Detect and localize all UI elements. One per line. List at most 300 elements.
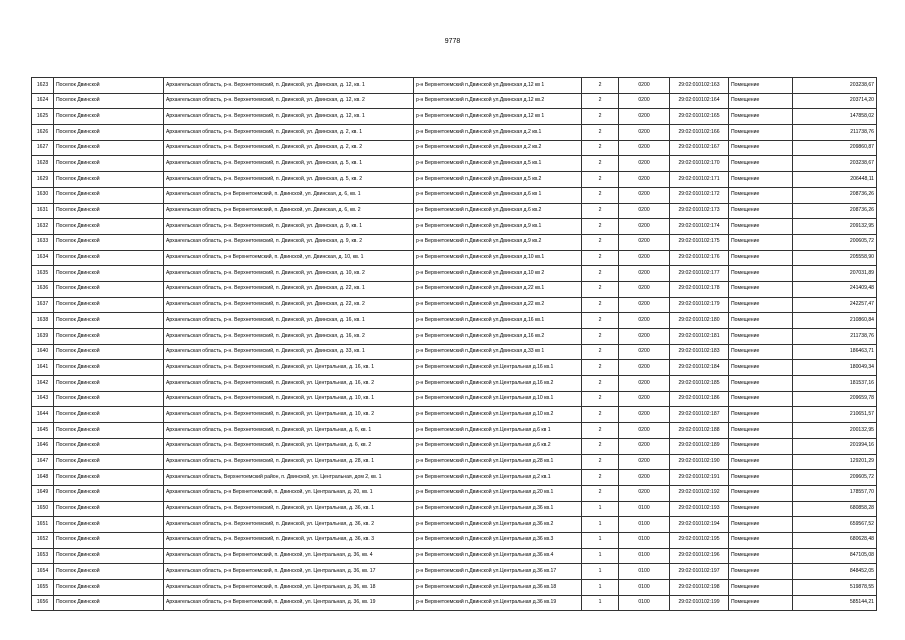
row-number-cell: 1646: [32, 438, 54, 454]
full-address-cell: Архангельская область, р-н. Верхнетоемский, п. Двинской, ул. Двинская, д. 16, кв. 2: [164, 329, 414, 345]
object-type-cell: Помещение: [729, 313, 793, 329]
code-cell: 0200: [619, 454, 670, 470]
settlement-cell: Поселок Двинской: [54, 329, 164, 345]
short-address-cell: р-н Верхнетоемский п.Двинской ул.Центральная д.36 кв.19: [414, 595, 582, 611]
count-cell: 2: [582, 140, 619, 156]
count-cell: 2: [582, 329, 619, 345]
table-row: [32, 93, 877, 109]
object-type-cell: Помещение: [729, 454, 793, 470]
settlement-cell: Поселок Двинской: [54, 172, 164, 188]
table-row: [32, 376, 877, 392]
object-type-cell: Помещение: [729, 470, 793, 486]
table-row: [32, 109, 877, 125]
count-cell: 2: [582, 485, 619, 501]
value-cell: 848452,05: [793, 564, 877, 580]
count-cell: 2: [582, 423, 619, 439]
object-type-cell: Помещение: [729, 438, 793, 454]
code-cell: 0200: [619, 297, 670, 313]
table-row: [32, 423, 877, 439]
settlement-cell: Поселок Двинской: [54, 250, 164, 266]
row-number-cell: 1651: [32, 517, 54, 533]
cadastral-number-cell: 29:02:010102:165: [670, 109, 729, 125]
row-number-cell: 1625: [32, 109, 54, 125]
count-cell: 2: [582, 297, 619, 313]
short-address-cell: р-н Верхнетоемский п.Двинской ул.Двинская д.12 кв.2: [414, 93, 582, 109]
table-row: [32, 517, 877, 533]
cadastral-number-cell: 29:02:010102:172: [670, 187, 729, 203]
value-cell: 205558,90: [793, 250, 877, 266]
row-number-cell: 1635: [32, 266, 54, 282]
value-cell: 680858,28: [793, 501, 877, 517]
short-address-cell: р-н Верхнетоемский п.Двинской ул.Центральная д.16 кв.2: [414, 376, 582, 392]
code-cell: 0200: [619, 125, 670, 141]
value-cell: 242257,47: [793, 297, 877, 313]
count-cell: 1: [582, 501, 619, 517]
full-address-cell: Архангельская область, р-н. Верхнетоемский, п. Двинской, ул. Двинская, д. 10, кв. 2: [164, 266, 414, 282]
row-number-cell: 1642: [32, 376, 54, 392]
value-cell: 208736,26: [793, 187, 877, 203]
table-row: [32, 125, 877, 141]
cadastral-number-cell: 29:02:010102:189: [670, 438, 729, 454]
cadastral-number-cell: 29:02:010102:198: [670, 580, 729, 596]
row-number-cell: 1644: [32, 407, 54, 423]
short-address-cell: р-н Верхнетоемский п.Двинской ул.Центральная д.2 кв.1: [414, 470, 582, 486]
table-row: [32, 297, 877, 313]
full-address-cell: Архангельская область, р-н Верхнетоемский, п. Двинской, ул. Центральная, д. 20, кв. 1: [164, 485, 414, 501]
row-number-cell: 1626: [32, 125, 54, 141]
full-address-cell: Архангельская область, р-н. Верхнетоемский, п. Двинской, ул. Центральная, д. 16, кв. 1: [164, 360, 414, 376]
short-address-cell: р-н Верхнетоемский п.Двинской ул.Двинская д.6 кв 1: [414, 187, 582, 203]
value-cell: 210860,84: [793, 313, 877, 329]
full-address-cell: Архангельская область, р-н. Верхнетоемский, п. Двинской, ул. Центральная, д. 10, кв. 2: [164, 407, 414, 423]
code-cell: 0200: [619, 219, 670, 235]
row-number-cell: 1628: [32, 156, 54, 172]
settlement-cell: Поселок Двинской: [54, 78, 164, 94]
table-row: [32, 266, 877, 282]
cadastral-number-cell: 29:02:010102:190: [670, 454, 729, 470]
row-number-cell: 1638: [32, 313, 54, 329]
object-type-cell: Помещение: [729, 140, 793, 156]
table-row: [32, 140, 877, 156]
short-address-cell: р-н Верхнетоемский п.Двинской ул.Двинская д.10 кв.1: [414, 250, 582, 266]
settlement-cell: Поселок Двинской: [54, 470, 164, 486]
row-number-cell: 1629: [32, 172, 54, 188]
full-address-cell: Архангельская область, р-н. Верхнетоемский, п. Двинской, ул. Центральная, д. 36, кв. 3: [164, 532, 414, 548]
value-cell: 210651,57: [793, 407, 877, 423]
short-address-cell: р-н Верхнетоемский п.Двинской ул.Центральная д.36 кв.2: [414, 517, 582, 533]
code-cell: 0200: [619, 203, 670, 219]
count-cell: 2: [582, 250, 619, 266]
settlement-cell: Поселок Двинской: [54, 376, 164, 392]
settlement-cell: Поселок Двинской: [54, 344, 164, 360]
object-type-cell: Помещение: [729, 329, 793, 345]
settlement-cell: Поселок Двинской: [54, 564, 164, 580]
property-registry-table: [31, 77, 877, 611]
code-cell: 0200: [619, 78, 670, 94]
cadastral-number-cell: 29:02:010102:178: [670, 281, 729, 297]
cadastral-number-cell: 29:02:010102:197: [670, 564, 729, 580]
object-type-cell: Помещение: [729, 344, 793, 360]
count-cell: 2: [582, 454, 619, 470]
count-cell: 2: [582, 360, 619, 376]
code-cell: 0200: [619, 360, 670, 376]
value-cell: 186463,71: [793, 344, 877, 360]
settlement-cell: Поселок Двинской: [54, 501, 164, 517]
cadastral-number-cell: 29:02:010102:199: [670, 595, 729, 611]
row-number-cell: 1654: [32, 564, 54, 580]
code-cell: 0100: [619, 532, 670, 548]
value-cell: 201994,16: [793, 438, 877, 454]
cadastral-number-cell: 29:02:010102:166: [670, 125, 729, 141]
object-type-cell: Помещение: [729, 203, 793, 219]
settlement-cell: Поселок Двинской: [54, 203, 164, 219]
value-cell: 208736,26: [793, 203, 877, 219]
settlement-cell: Поселок Двинской: [54, 281, 164, 297]
full-address-cell: Архангельская область, р-н. Верхнетоемский, п. Двинской, ул. Двинская, д. 33, кв. 1: [164, 344, 414, 360]
object-type-cell: Помещение: [729, 78, 793, 94]
cadastral-number-cell: 29:02:010102:185: [670, 376, 729, 392]
row-number-cell: 1655: [32, 580, 54, 596]
short-address-cell: р-н Верхнетоемский п.Двинской ул.Центральная д.20 кв.1: [414, 485, 582, 501]
cadastral-number-cell: 29:02:010102:183: [670, 344, 729, 360]
full-address-cell: Архангельская область, р-н. Верхнетоемский, п. Двинской, ул. Двинская, д. 5, кв. 2: [164, 172, 414, 188]
object-type-cell: Помещение: [729, 281, 793, 297]
cadastral-number-cell: 29:02:010102:187: [670, 407, 729, 423]
short-address-cell: р-н Верхнетоемский п.Двинской ул.Двинская д.22 кв.2: [414, 297, 582, 313]
value-cell: 585144,21: [793, 595, 877, 611]
cadastral-number-cell: 29:02:010102:164: [670, 93, 729, 109]
object-type-cell: Помещение: [729, 376, 793, 392]
short-address-cell: р-н Верхнетоемский п.Двинской ул.Двинская д.16 кв.1: [414, 313, 582, 329]
value-cell: 203714,20: [793, 93, 877, 109]
code-cell: 0200: [619, 376, 670, 392]
short-address-cell: р-н Верхнетоемский п.Двинской ул.Центральная д.36 кв.3: [414, 532, 582, 548]
settlement-cell: Поселок Двинской: [54, 266, 164, 282]
value-cell: 659567,52: [793, 517, 877, 533]
short-address-cell: р-н Верхнетоемский п.Двинской ул.Центральная д.36 кв.18: [414, 580, 582, 596]
object-type-cell: Помещение: [729, 407, 793, 423]
full-address-cell: Архангельская область, р-н. Верхнетоемский, п. Двинской, ул. Центральная, д. 28, кв. 1: [164, 454, 414, 470]
cadastral-number-cell: 29:02:010102:196: [670, 548, 729, 564]
short-address-cell: р-н Верхнетоемский п.Двинской ул.Двинская д.16 кв.2: [414, 329, 582, 345]
cadastral-number-cell: 29:02:010102:191: [670, 470, 729, 486]
object-type-cell: Помещение: [729, 297, 793, 313]
full-address-cell: Архангельская область, р-н. Верхнетоемский, п. Двинской, ул. Центральная, д. 10, кв. 1: [164, 391, 414, 407]
table-row: [32, 313, 877, 329]
row-number-cell: 1631: [32, 203, 54, 219]
value-cell: 203238,67: [793, 156, 877, 172]
count-cell: 1: [582, 548, 619, 564]
settlement-cell: Поселок Двинской: [54, 595, 164, 611]
count-cell: 1: [582, 517, 619, 533]
count-cell: 2: [582, 438, 619, 454]
row-number-cell: 1639: [32, 329, 54, 345]
full-address-cell: Архангельская область, р-н Верхнетоемский, п. Двинской, ул. Центральная, д. 36, кв. 4: [164, 548, 414, 564]
full-address-cell: Архангельская область, р-н. Верхнетоемский, п. Двинской, ул. Двинская, д. 12, кв. 1: [164, 109, 414, 125]
full-address-cell: Архангельская область, р-н. Верхнетоемский, п. Двинской, ул. Двинская, д. 12, кв. 2: [164, 93, 414, 109]
row-number-cell: 1647: [32, 454, 54, 470]
table-row: [32, 595, 877, 611]
settlement-cell: Поселок Двинской: [54, 140, 164, 156]
settlement-cell: Поселок Двинской: [54, 187, 164, 203]
short-address-cell: р-н Верхнетоемский п.Двинской ул.Двинская д.5 кв.2: [414, 172, 582, 188]
code-cell: 0100: [619, 548, 670, 564]
object-type-cell: Помещение: [729, 93, 793, 109]
code-cell: 0200: [619, 234, 670, 250]
row-number-cell: 1633: [32, 234, 54, 250]
object-type-cell: Помещение: [729, 517, 793, 533]
full-address-cell: Архангельская область, р-н Верхнетоемский, п. Двинской, ул. Центральная, д. 36, кв. 18: [164, 580, 414, 596]
count-cell: 2: [582, 109, 619, 125]
value-cell: 209659,78: [793, 391, 877, 407]
short-address-cell: р-н Верхнетоемский п.Двинской ул.Двинская д.5 кв.1: [414, 156, 582, 172]
object-type-cell: Помещение: [729, 485, 793, 501]
value-cell: 680628,48: [793, 532, 877, 548]
table-row: [32, 344, 877, 360]
cadastral-number-cell: 29:02:010102:167: [670, 140, 729, 156]
table-row: [32, 564, 877, 580]
short-address-cell: р-н Верхнетоемский п.Двинской ул.Центральная д.16 кв.1: [414, 360, 582, 376]
count-cell: 2: [582, 234, 619, 250]
code-cell: 0100: [619, 517, 670, 533]
full-address-cell: Архангельская область, р-н Верхнетоемский, п. Двинской, ул. Двинская, д. 6, кв. 1: [164, 187, 414, 203]
code-cell: 0200: [619, 407, 670, 423]
count-cell: 2: [582, 470, 619, 486]
row-number-cell: 1624: [32, 93, 54, 109]
code-cell: 0200: [619, 344, 670, 360]
row-number-cell: 1627: [32, 140, 54, 156]
cadastral-number-cell: 29:02:010102:176: [670, 250, 729, 266]
count-cell: 2: [582, 266, 619, 282]
row-number-cell: 1637: [32, 297, 54, 313]
value-cell: 207031,89: [793, 266, 877, 282]
settlement-cell: Поселок Двинской: [54, 297, 164, 313]
cadastral-number-cell: 29:02:010102:188: [670, 423, 729, 439]
object-type-cell: Помещение: [729, 532, 793, 548]
table-row: [32, 329, 877, 345]
object-type-cell: Помещение: [729, 360, 793, 376]
short-address-cell: р-н Верхнетоемский п.Двинской ул.Двинская д.12 кв 1: [414, 78, 582, 94]
row-number-cell: 1632: [32, 219, 54, 235]
code-cell: 0200: [619, 485, 670, 501]
settlement-cell: Поселок Двинской: [54, 548, 164, 564]
row-number-cell: 1648: [32, 470, 54, 486]
table-row: [32, 407, 877, 423]
full-address-cell: Архангельская область, р-н. Верхнетоемский, п. Двинской, ул. Двинская, д. 16, кв. 1: [164, 313, 414, 329]
value-cell: 241409,48: [793, 281, 877, 297]
count-cell: 1: [582, 564, 619, 580]
object-type-cell: Помещение: [729, 580, 793, 596]
row-number-cell: 1656: [32, 595, 54, 611]
value-cell: 178557,70: [793, 485, 877, 501]
settlement-cell: Поселок Двинской: [54, 454, 164, 470]
cadastral-number-cell: 29:02:010102:180: [670, 313, 729, 329]
code-cell: 0200: [619, 140, 670, 156]
settlement-cell: Поселок Двинской: [54, 125, 164, 141]
row-number-cell: 1634: [32, 250, 54, 266]
cadastral-number-cell: 29:02:010102:179: [670, 297, 729, 313]
count-cell: 2: [582, 78, 619, 94]
full-address-cell: Архангельская область, р-н. Верхнетоемский, п. Двинской, ул. Двинская, д. 22, кв. 2: [164, 297, 414, 313]
object-type-cell: Помещение: [729, 234, 793, 250]
cadastral-number-cell: 29:02:010102:175: [670, 234, 729, 250]
full-address-cell: Архангельская область, Верхнетоемский район, п. Двинской, ул. Центральная, дом 2, кв. 1: [164, 470, 414, 486]
settlement-cell: Поселок Двинской: [54, 485, 164, 501]
cadastral-number-cell: 29:02:010102:192: [670, 485, 729, 501]
table-row: [32, 485, 877, 501]
cadastral-number-cell: 29:02:010102:194: [670, 517, 729, 533]
value-cell: 206448,11: [793, 172, 877, 188]
full-address-cell: Архангельская область, р-н. Верхнетоемский, п. Двинской, ул. Двинская, д. 22, кв. 1: [164, 281, 414, 297]
object-type-cell: Помещение: [729, 423, 793, 439]
short-address-cell: р-н Верхнетоемский п.Двинской ул.Двинская д.9 кв.2: [414, 234, 582, 250]
code-cell: 0200: [619, 391, 670, 407]
full-address-cell: Архангельская область, р-н. Верхнетоемский, п. Двинской, ул. Двинская, д. 2, кв. 2: [164, 140, 414, 156]
table-row: [32, 580, 877, 596]
short-address-cell: р-н Верхнетоемский п.Двинской ул.Двинская д.2 кв.2: [414, 140, 582, 156]
code-cell: 0200: [619, 470, 670, 486]
table-row: [32, 78, 877, 94]
value-cell: 519878,55: [793, 580, 877, 596]
row-number-cell: 1641: [32, 360, 54, 376]
settlement-cell: Поселок Двинской: [54, 517, 164, 533]
short-address-cell: р-н Верхнетоемский п.Двинской ул.Двинская д.6 кв.2: [414, 203, 582, 219]
object-type-cell: Помещение: [729, 501, 793, 517]
cadastral-number-cell: 29:02:010102:193: [670, 501, 729, 517]
object-type-cell: Помещение: [729, 187, 793, 203]
count-cell: 2: [582, 407, 619, 423]
row-number-cell: 1640: [32, 344, 54, 360]
table-row: [32, 172, 877, 188]
count-cell: 2: [582, 344, 619, 360]
value-cell: 847105,08: [793, 548, 877, 564]
table-row: [32, 470, 877, 486]
table-row: [32, 234, 877, 250]
full-address-cell: Архангельская область, р-н Верхнетоемский, п. Двинской, ул. Центральная, д. 36, кв. 17: [164, 564, 414, 580]
count-cell: 1: [582, 580, 619, 596]
short-address-cell: р-н Верхнетоемский п.Двинской ул.Двинская д.22 кв.1: [414, 281, 582, 297]
count-cell: 2: [582, 187, 619, 203]
code-cell: 0200: [619, 187, 670, 203]
full-address-cell: Архангельская область, р-н. Верхнетоемский, п. Двинской, ул. Двинская, д. 9, кв. 1: [164, 219, 414, 235]
full-address-cell: Архангельская область, р-н. Верхнетоемский, п. Двинской, ул. Центральная, д. 36, кв. 2: [164, 517, 414, 533]
settlement-cell: Поселок Двинской: [54, 360, 164, 376]
settlement-cell: Поселок Двинской: [54, 313, 164, 329]
short-address-cell: р-н Верхнетоемский п.Двинской ул.Двинская д.12 кв 1: [414, 109, 582, 125]
row-number-cell: 1649: [32, 485, 54, 501]
object-type-cell: Помещение: [729, 250, 793, 266]
settlement-cell: Поселок Двинской: [54, 407, 164, 423]
settlement-cell: Поселок Двинской: [54, 438, 164, 454]
code-cell: 0200: [619, 438, 670, 454]
short-address-cell: р-н Верхнетоемский п.Двинской ул.Двинская д.9 кв.1: [414, 219, 582, 235]
short-address-cell: р-н Верхнетоемский п.Двинской ул.Двинская д.33 кв 1: [414, 344, 582, 360]
count-cell: 1: [582, 595, 619, 611]
table-row: [32, 532, 877, 548]
short-address-cell: р-н Верхнетоемский п.Двинской ул.Центральная д.36 кв.4: [414, 548, 582, 564]
table-row: [32, 501, 877, 517]
value-cell: 200605,72: [793, 234, 877, 250]
short-address-cell: р-н Верхнетоемский п.Двинской ул.Центральная д.6 кв 1: [414, 423, 582, 439]
object-type-cell: Помещение: [729, 156, 793, 172]
code-cell: 0200: [619, 250, 670, 266]
row-number-cell: 1645: [32, 423, 54, 439]
object-type-cell: Помещение: [729, 266, 793, 282]
table-row: [32, 548, 877, 564]
count-cell: 2: [582, 376, 619, 392]
cadastral-number-cell: 29:02:010102:195: [670, 532, 729, 548]
full-address-cell: Архангельская область, р-н Верхнетоемский, п. Двинской, ул. Центральная, д. 36, кв. 19: [164, 595, 414, 611]
value-cell: 203238,67: [793, 78, 877, 94]
value-cell: 211738,76: [793, 329, 877, 345]
table-row: [32, 187, 877, 203]
row-number-cell: 1650: [32, 501, 54, 517]
code-cell: 0200: [619, 93, 670, 109]
full-address-cell: Архангельская область, р-н Верхнетоемский, п. Двинской, ул. Двинская, д. 6, кв. 2: [164, 203, 414, 219]
code-cell: 0200: [619, 109, 670, 125]
cadastral-number-cell: 29:02:010102:181: [670, 329, 729, 345]
code-cell: 0200: [619, 172, 670, 188]
table-row: [32, 203, 877, 219]
value-cell: 209132,95: [793, 219, 877, 235]
cadastral-number-cell: 29:02:010102:186: [670, 391, 729, 407]
code-cell: 0200: [619, 329, 670, 345]
full-address-cell: Архангельская область, р-н. Верхнетоемский, п. Двинской, ул. Центральная, д. 36, кв. 1: [164, 501, 414, 517]
value-cell: 180049,34: [793, 360, 877, 376]
cadastral-number-cell: 29:02:010102:171: [670, 172, 729, 188]
cadastral-number-cell: 29:02:010102:170: [670, 156, 729, 172]
settlement-cell: Поселок Двинской: [54, 580, 164, 596]
short-address-cell: р-н Верхнетоемский п.Двинской ул.Двинская д.2 кв.1: [414, 125, 582, 141]
value-cell: 209605,72: [793, 470, 877, 486]
object-type-cell: Помещение: [729, 125, 793, 141]
table-row: [32, 250, 877, 266]
count-cell: 2: [582, 125, 619, 141]
object-type-cell: Помещение: [729, 391, 793, 407]
code-cell: 0200: [619, 266, 670, 282]
value-cell: 209860,87: [793, 140, 877, 156]
settlement-cell: Поселок Двинской: [54, 109, 164, 125]
count-cell: 2: [582, 219, 619, 235]
short-address-cell: р-н Верхнетоемский п.Двинской ул.Центральная д.28 кв.1: [414, 454, 582, 470]
settlement-cell: Поселок Двинской: [54, 156, 164, 172]
code-cell: 0200: [619, 156, 670, 172]
value-cell: 211738,76: [793, 125, 877, 141]
short-address-cell: р-н Верхнетоемский п.Двинской ул.Двинская д.10 кв 2: [414, 266, 582, 282]
row-number-cell: 1643: [32, 391, 54, 407]
code-cell: 0200: [619, 313, 670, 329]
full-address-cell: Архангельская область, р-н. Верхнетоемский, п. Двинской, ул. Центральная, д. 6, кв. 1: [164, 423, 414, 439]
object-type-cell: Помещение: [729, 548, 793, 564]
full-address-cell: Архангельская область, р-н. Верхнетоемский, п. Двинской, ул. Двинская, д. 5, кв. 1: [164, 156, 414, 172]
table-row: [32, 360, 877, 376]
object-type-cell: Помещение: [729, 219, 793, 235]
count-cell: 2: [582, 93, 619, 109]
count-cell: 2: [582, 281, 619, 297]
cadastral-number-cell: 29:02:010102:177: [670, 266, 729, 282]
full-address-cell: Архангельская область, р-н Верхнетоемский, п. Двинской, ул. Двинская, д. 10, кв. 1: [164, 250, 414, 266]
object-type-cell: Помещение: [729, 172, 793, 188]
object-type-cell: Помещение: [729, 595, 793, 611]
count-cell: 2: [582, 313, 619, 329]
code-cell: 0100: [619, 580, 670, 596]
table-row: [32, 219, 877, 235]
full-address-cell: Архангельская область, р-н. Верхнетоемский, п. Двинской, ул. Двинская, д. 12, кв. 1: [164, 78, 414, 94]
short-address-cell: р-н Верхнетоемский п.Двинской ул.Центральная д.10 кв.1: [414, 391, 582, 407]
table-row: [32, 391, 877, 407]
value-cell: 181537,16: [793, 376, 877, 392]
row-number-cell: 1636: [32, 281, 54, 297]
